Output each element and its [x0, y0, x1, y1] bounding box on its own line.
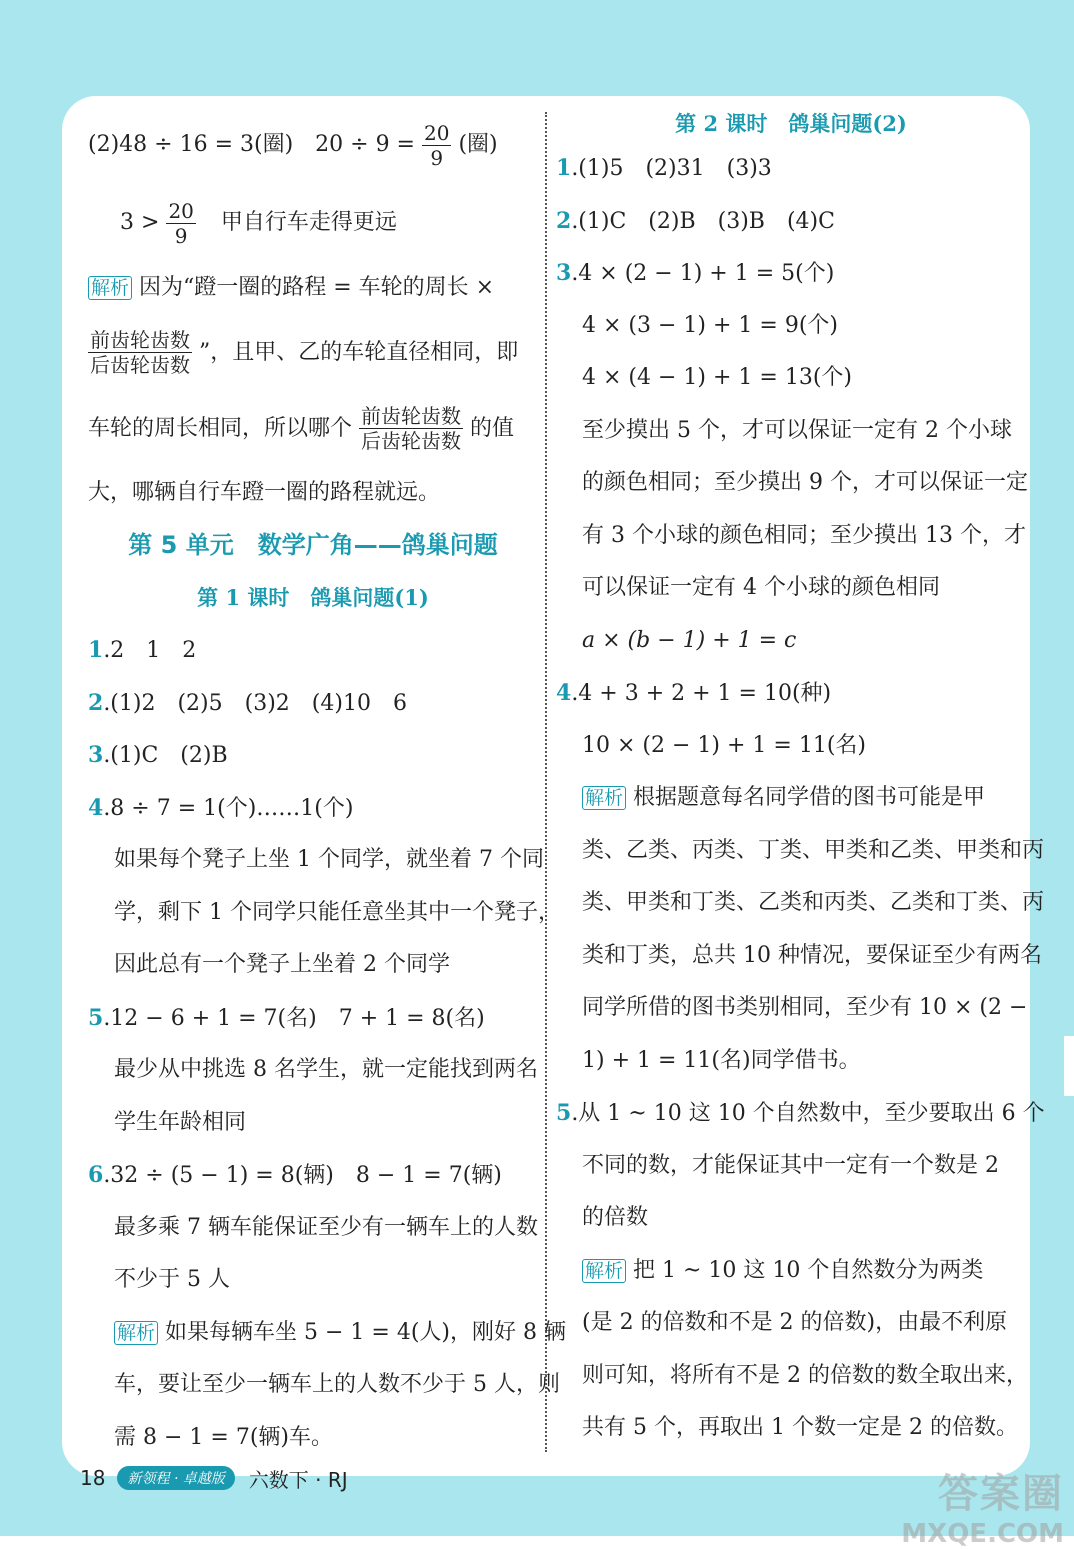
answer-text: .(1)2 (2)5 (3)2 (4)10 6 [103, 690, 407, 716]
explanation-line [88, 1307, 566, 1360]
explanation-line [88, 467, 538, 520]
question-number: 4 [556, 680, 572, 706]
question-item [556, 1087, 1045, 1140]
fraction [166, 199, 195, 248]
brand-badge: 新领程 · 卓越版 [117, 1466, 234, 1490]
answer-text: .(1)C (2)B [103, 743, 228, 768]
left-column [88, 106, 566, 1464]
question-item [88, 677, 538, 730]
answer-line: 的颜色相同；至少摸出 9 个，才可以保证一定 [582, 470, 1028, 495]
explanation-line: 车，要让至少一辆车上的人数不少于 5 人，则 [114, 1372, 560, 1397]
answer-line: 不同的数，才能保证其中一定有一个数是 2 [582, 1152, 999, 1178]
math-text: 3 > [120, 210, 160, 235]
answer-text: .(1)C (2)B (3)B (4)C [571, 208, 835, 234]
question-number: 4 [88, 794, 104, 821]
answer-text: 甲自行车走得更远 [220, 210, 397, 235]
question-item [556, 142, 1026, 195]
numerator: 20 [168, 198, 194, 223]
fraction [422, 121, 451, 170]
explanation-label: 解析 [582, 1259, 626, 1283]
denominator: 后齿轮齿数 [90, 353, 190, 377]
explanation-line: 同学所借的图书类别相同，至少有 10 × (2 − [582, 995, 1028, 1020]
explanation-text: 如果每辆车坐 5 − 1 = 4(人)，刚好 8 辆 [165, 1319, 566, 1345]
answer-text: .(1)5 (2)31 (3)3 [571, 156, 772, 181]
answer-line: 不少于 5 人 [114, 1267, 230, 1292]
explanation-line [88, 262, 538, 315]
answer-line: 有 3 个小球的颜色相同；至少摸出 13 个，才 [582, 522, 1026, 548]
answer-text: .8 ÷ 7 = 1(个)……1(个) [103, 795, 354, 821]
page-footer [80, 1462, 348, 1494]
lesson-heading: 第 1 课时 鸽巢问题(1) [197, 584, 429, 610]
page-number: 18 [80, 1466, 106, 1490]
question-item [88, 624, 538, 677]
question-item [556, 667, 1026, 720]
question-number: 1 [556, 155, 572, 181]
answer-line: 如果每个凳子上坐 1 个同学，就坐着 7 个同 [114, 847, 544, 872]
explanation-line: 类、乙类、丙类、丁类、甲类和乙类、甲类和丙 [582, 837, 1045, 863]
explanation-text: 车轮的周长相同，所以哪个 [88, 415, 353, 441]
column-divider [545, 112, 547, 1452]
answer-line: 4 × (3 − 1) + 1 = 9(个) [582, 312, 838, 338]
question-item [88, 1149, 538, 1202]
explanation-line: 类、甲类和丁类、乙类和丙类、乙类和丁类、丙 [582, 890, 1045, 915]
answer-line: 学生年龄相同 [114, 1109, 247, 1135]
explanation-text: 的值 [470, 415, 515, 441]
numerator: 20 [424, 120, 450, 145]
explanation-text: 把 1 ~ 10 这 10 个自然数分为两类 [633, 1257, 984, 1283]
explanation-label: 解析 [114, 1321, 158, 1345]
numerator: 前齿轮齿数 [90, 328, 190, 352]
answer-text: .从 1 ~ 10 这 10 个自然数中，至少要取出 6 个 [571, 1101, 1045, 1126]
question-number: 6 [88, 1162, 104, 1188]
math-text: (圈) [458, 132, 498, 157]
answer-line: 最少从中挑选 8 名学生，就一定能找到两名 [114, 1057, 538, 1082]
answer-line: 学，剩下 1 个同学只能任意坐其中一个凳子， [114, 899, 560, 925]
explanation-line: (是 2 的倍数和不是 2 的倍数)，由最不利原 [582, 1310, 1008, 1335]
math-text: (2)48 ÷ 16 = 3(圈) 20 ÷ 9 = [88, 132, 415, 157]
question-number: 2 [88, 689, 104, 716]
question-number: 2 [556, 207, 572, 234]
fraction [359, 404, 463, 453]
answer-line: 因此总有一个凳子上坐着 2 个同学 [114, 952, 450, 977]
answer-text: .4 + 3 + 2 + 1 = 10(种) [571, 681, 832, 706]
answer-line: 最多乘 7 辆车能保证至少有一辆车上的人数 [114, 1214, 538, 1240]
denominator: 后齿轮齿数 [361, 429, 462, 453]
explanation-line [556, 772, 1026, 825]
question-item [88, 782, 538, 835]
denominator: 9 [430, 145, 444, 170]
answer-line: 4 × (4 − 1) + 1 = 13(个) [582, 365, 852, 390]
question-item [556, 195, 1026, 248]
explanation-text: 大，哪辆自行车蹬一圈的路程就远。 [88, 479, 441, 505]
explanation-line: 则可知，将所有不是 2 的倍数的数全取出来， [582, 1362, 1028, 1388]
explanation-text: 根据题意每名同学借的图书可能是甲 [633, 785, 986, 810]
explanation-text: 因为“蹬一圈的路程 = 车轮的周长 × [139, 275, 495, 300]
edge-tab [1064, 1036, 1074, 1096]
denominator: 9 [174, 223, 188, 248]
answer-line: 至少摸出 5 个，才可以保证一定有 2 个小球 [582, 417, 1012, 443]
explanation-line: 类和丁类，总共 10 种情况，要保证至少有两名 [582, 942, 1042, 968]
explanation-line: 需 8 − 1 = 7(辆)车。 [114, 1424, 333, 1450]
explanation-line: 共有 5 个，再取出 1 个数一定是 2 的倍数。 [582, 1415, 1018, 1440]
explanation-label: 解析 [88, 276, 132, 300]
unit-heading: 第 5 单元 数学广角——鸽巢问题 [128, 531, 498, 559]
answer-text: .32 ÷ (5 − 1) = 8(辆) 8 − 1 = 7(辆) [103, 1163, 502, 1188]
answer-text: .12 − 6 + 1 = 7(名) 7 + 1 = 8(名) [103, 1005, 485, 1031]
question-number: 3 [88, 742, 104, 768]
question-number: 5 [88, 1004, 104, 1031]
answer-line: 10 × (2 − 1) + 1 = 11(名) [582, 732, 866, 758]
explanation-label: 解析 [582, 786, 626, 810]
answer-line: 可以保证一定有 4 个小球的颜色相同 [582, 575, 940, 600]
answer-text: .2 1 2 [103, 638, 197, 663]
answer-line [88, 184, 538, 262]
watermark-logo: 答案圈 [938, 1471, 1064, 1517]
answer-line [88, 106, 538, 184]
explanation-line [88, 315, 538, 391]
explanation-text: ”，且甲、乙的车轮直径相同，即 [199, 339, 519, 365]
question-number: 1 [88, 637, 104, 663]
explanation-line: 1) + 1 = 11(名)同学借书。 [582, 1047, 861, 1073]
question-number: 5 [556, 1100, 572, 1126]
explanation-line [88, 391, 538, 467]
answer-line: 的倍数 [582, 1205, 649, 1230]
watermark-url: MXQE.COM [901, 1519, 1064, 1549]
answer-text: .4 × (2 − 1) + 1 = 5(个) [571, 261, 835, 286]
numerator: 前齿轮齿数 [361, 404, 462, 428]
question-item [556, 247, 1026, 300]
question-item [88, 992, 538, 1045]
lesson-heading: 第 2 课时 鸽巢问题(2) [675, 111, 907, 136]
fraction [88, 328, 192, 377]
book-label: 六数下 · RJ [248, 1467, 348, 1492]
formula-line: a × (b − 1) + 1 = c [582, 627, 797, 653]
explanation-line [556, 1245, 1026, 1298]
right-column [556, 106, 1045, 1455]
question-item [88, 729, 538, 782]
question-number: 3 [556, 260, 572, 286]
